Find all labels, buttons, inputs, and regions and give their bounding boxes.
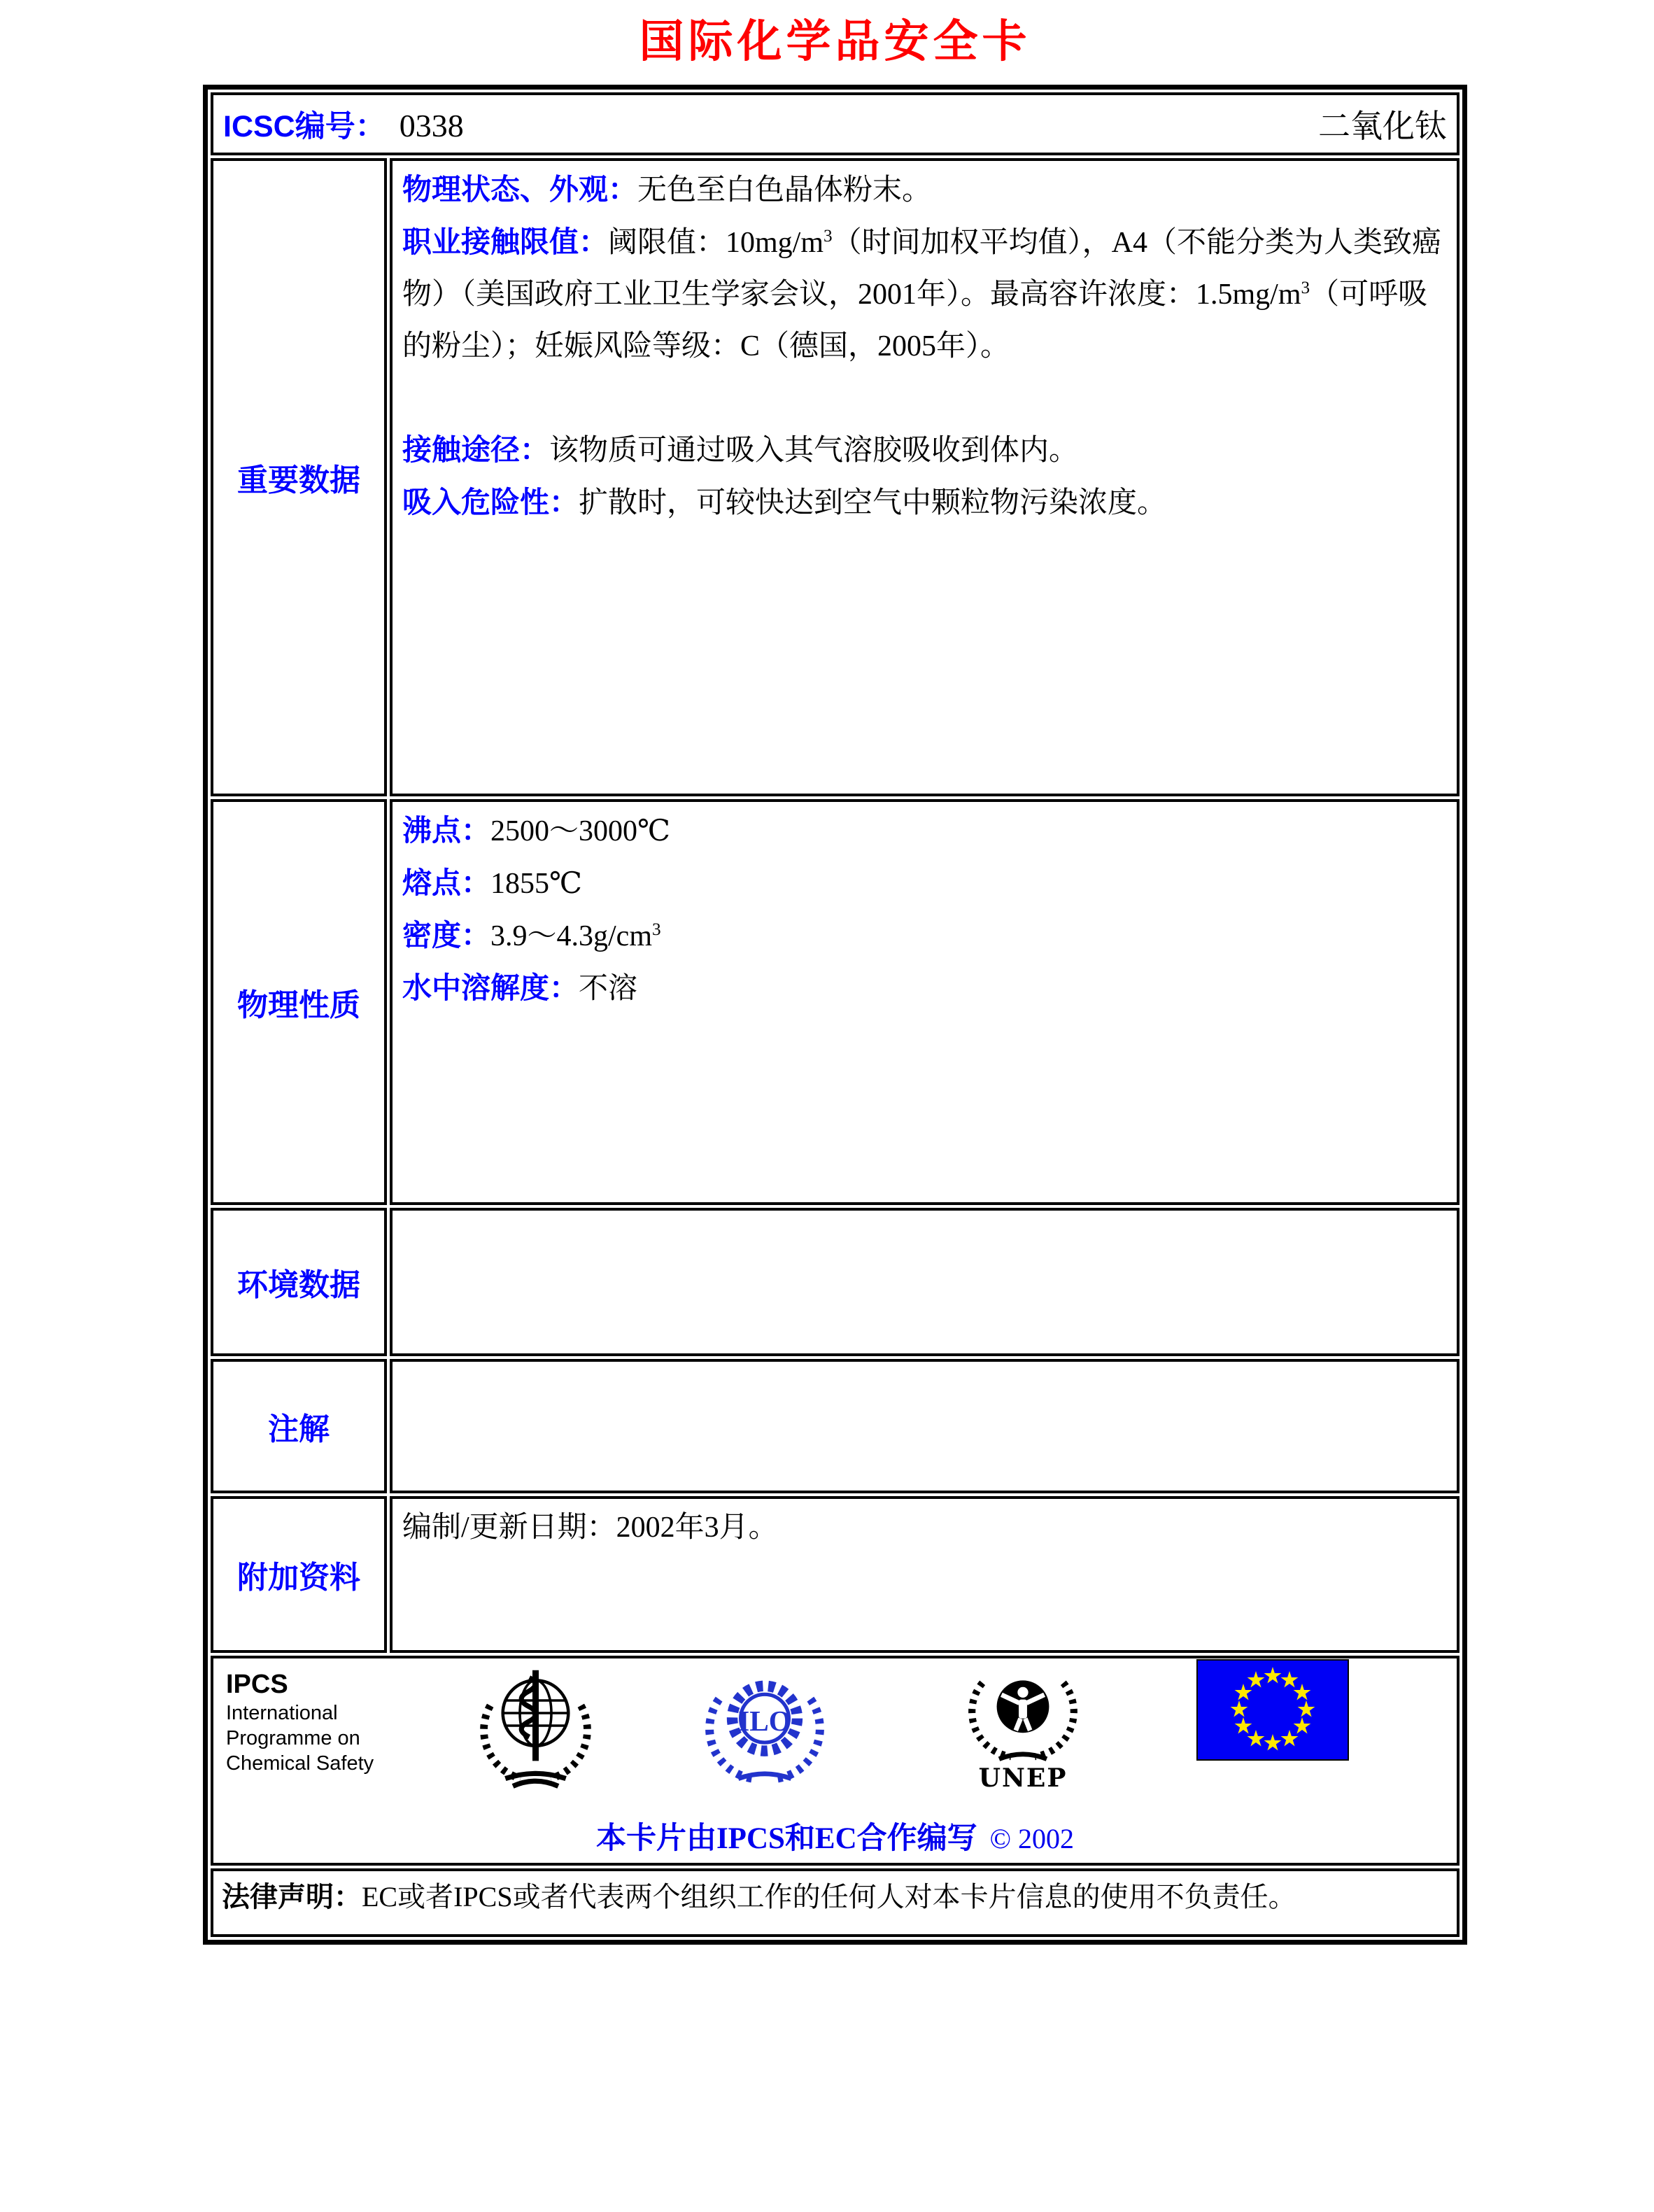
section-content-cell [390,1208,1459,1356]
footer-logos-cell [211,1656,1459,1866]
unep-logo-text: UNEP [978,1763,1068,1793]
ipcs-acronym: IPCS [226,1670,288,1699]
section-label-cell [211,158,387,796]
text-segment-text: （时间加权平均值），A4（不能分类为人类致癌物）（美国政府工业卫生学家会议，2001年）。最高容许浓度：1.5mg/m [402,227,1441,311]
text-segment-label: 沸点： [402,814,491,847]
legal-row [211,1868,1459,1937]
section-row-physical-properties [211,799,1459,1205]
icsc-number-label: ICSC编号： [223,109,386,143]
text-segment-sup: 3 [652,920,661,939]
text-segment-text: 阈限值：10mg/m [608,227,824,259]
text-segment-text: 1855℃ [490,868,582,900]
paragraph [222,1877,1448,1917]
header-cell [211,92,1459,155]
legal-cell [211,1868,1459,1937]
text-segment-label: 接触途径： [402,433,550,466]
text-segment-label: 物理状态、外观： [402,173,638,206]
text-segment-text: （可呼吸的粉尘）；妊娠风险等级：C（德国，2005年）。 [402,279,1428,362]
page-title: 国际化学品安全卡 [639,15,1031,68]
header-row [211,92,1459,155]
paragraph [402,164,1447,216]
paragraph [402,424,1447,477]
section-label: 注解 [268,1412,330,1446]
text-segment-sup: 3 [1301,279,1310,297]
section-row-important-data [211,158,1459,796]
eu-flag-icon [1196,1659,1349,1764]
section-label: 附加资料 [237,1561,360,1595]
section-label: 物理性质 [237,988,360,1022]
section-label: 重要数据 [237,463,360,498]
ipcs-line: Programme on [226,1727,360,1749]
section-content-cell [390,1496,1459,1653]
paragraph [402,372,1447,424]
text-segment-text: 该物质可通过吸入其气溶胶吸收到体内。 [549,435,1079,467]
text-segment-text: 不溶 [579,973,638,1005]
paragraph [402,910,1447,962]
paragraph [402,216,1447,372]
section-label-cell [211,1208,387,1356]
section-row-additional-info [211,1496,1459,1653]
text-segment-label: 吸入危险性： [402,486,579,519]
paragraph [402,857,1447,910]
text-segment-text: 编制/更新日期：2002年3月。 [402,1512,778,1544]
ipcs-line: International [226,1702,338,1724]
text-segment-label: 职业接触限值： [402,225,609,258]
icsc-number-group [223,103,464,146]
caption-copyright: © 2002 [989,1823,1075,1854]
text-segment-text: 无色至白色晶体粉末。 [637,174,932,206]
text-segment-blabel: 法律声明： [222,1882,362,1912]
section-row-environmental-data [211,1208,1459,1356]
text-segment-text: 3.9～4.3g/cm [490,920,652,952]
ilo-logo-icon [705,1665,825,1789]
paragraph [402,805,1447,857]
text-segment-text: EC或者IPCS或者代表两个组织工作的任何人对本卡片信息的使用不负责任。 [362,1881,1296,1912]
paragraph [402,1502,1447,1554]
icsc-number-value: 0338 [399,107,464,143]
text-segment-text: 2500～3000℃ [490,815,670,847]
section-content-cell [390,158,1459,796]
text-segment-label: 密度： [402,919,491,952]
text-segment-label: 熔点： [402,866,491,899]
text-segment-sup: 3 [824,227,833,246]
ipcs-line: Chemical Safety [226,1752,374,1775]
footer-logos-row [211,1656,1459,1866]
text-segment-text: 扩散时，可较快达到空气中颗粒物污染浓度。 [579,487,1167,519]
paragraph [402,962,1447,1015]
unep-logo-icon [956,1661,1089,1791]
who-logo-icon [471,1663,600,1792]
section-content-cell [390,1359,1459,1493]
section-content-cell [390,799,1459,1205]
paragraph [402,477,1447,529]
caption-text: 本卡片由IPCS和EC合作编写 [595,1822,977,1855]
section-label: 环境数据 [237,1268,360,1302]
section-label-cell [211,1496,387,1653]
section-label-cell [211,1359,387,1493]
icsc-card-table [203,85,1467,1945]
text-segment-label: 水中溶解度： [402,971,579,1004]
ilo-logo-text: ILO [738,1704,791,1737]
footer-caption [213,1815,1457,1857]
ipcs-text-block [226,1668,374,1776]
section-row-notes [211,1359,1459,1493]
chemical-name: 二氧化钛 [1318,108,1447,144]
section-label-cell [211,799,387,1205]
